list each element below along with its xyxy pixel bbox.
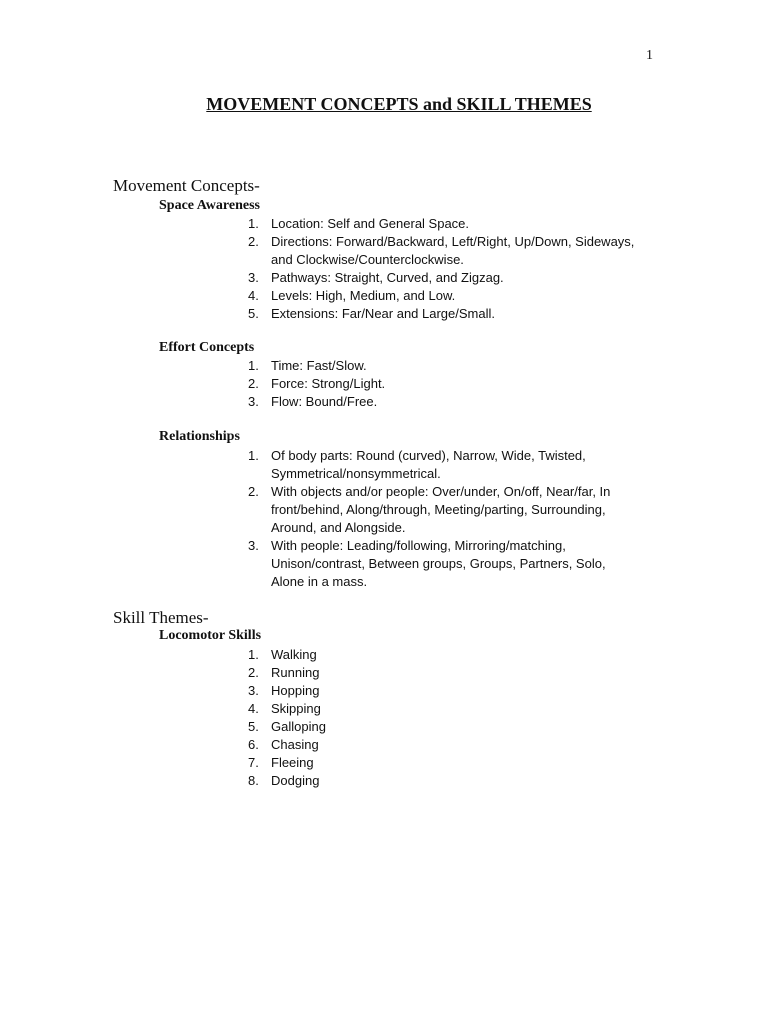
item-number: 3. bbox=[248, 683, 259, 698]
item-number: 1. bbox=[248, 448, 259, 463]
item-text: Time: Fast/Slow. bbox=[271, 358, 367, 373]
list-item bbox=[0, 357, 641, 375]
item-number: 3. bbox=[248, 270, 259, 285]
list-item bbox=[0, 682, 641, 700]
item-number: 4. bbox=[248, 701, 259, 716]
item-text: Flow: Bound/Free. bbox=[271, 394, 378, 409]
item-text: With objects and/or people: Over/under, On/off, Near/far, In front/behind, Along/through, Meeting/parting, Surrounding, Around, and Alongside. bbox=[271, 484, 611, 535]
item-number: 7. bbox=[248, 755, 259, 770]
section-heading-skill-themes: Skill Themes- bbox=[113, 608, 209, 627]
item-text: Galloping bbox=[271, 719, 326, 734]
list-item bbox=[0, 215, 641, 233]
item-number: 1. bbox=[248, 647, 259, 662]
list-item bbox=[0, 736, 641, 754]
item-text: Running bbox=[271, 665, 320, 680]
list-item bbox=[0, 754, 641, 772]
item-number: 8. bbox=[248, 773, 259, 788]
item-number: 1. bbox=[248, 216, 259, 231]
list-item bbox=[0, 537, 641, 591]
item-text: Pathways: Straight, Curved, and Zigzag. bbox=[271, 270, 504, 285]
item-text: Of body parts: Round (curved), Narrow, Wide, Twisted, Symmetrical/nonsymmetrical. bbox=[271, 448, 586, 481]
item-number: 5. bbox=[248, 719, 259, 734]
subheading-effort-concepts: Effort Concepts bbox=[159, 340, 255, 355]
page-number: 1 bbox=[646, 48, 653, 63]
item-text: Force: Strong/Light. bbox=[271, 376, 386, 391]
item-text: Dodging bbox=[271, 773, 320, 788]
item-text: Levels: High, Medium, and Low. bbox=[271, 288, 456, 303]
item-number: 3. bbox=[248, 538, 259, 553]
relationships-list bbox=[0, 447, 768, 591]
list-item bbox=[0, 646, 641, 664]
list-item bbox=[0, 375, 641, 393]
item-number: 6. bbox=[248, 737, 259, 752]
item-text: Location: Self and General Space. bbox=[271, 216, 470, 231]
list-item bbox=[0, 287, 641, 305]
list-item bbox=[0, 700, 641, 718]
item-text: Walking bbox=[271, 647, 317, 662]
list-item bbox=[0, 772, 641, 790]
item-number: 2. bbox=[248, 484, 259, 499]
item-number: 2. bbox=[248, 234, 259, 249]
item-number: 2. bbox=[248, 665, 259, 680]
item-number: 5. bbox=[248, 306, 259, 321]
item-number: 2. bbox=[248, 376, 259, 391]
subheading-locomotor-skills: Locomotor Skills bbox=[159, 628, 262, 643]
item-text: Chasing bbox=[271, 737, 319, 752]
space-awareness-list bbox=[0, 215, 768, 323]
list-item bbox=[0, 483, 641, 537]
item-text: With people: Leading/following, Mirroring/matching, Unison/contrast, Between groups, Groups, Partners, Solo, Alone in a mass. bbox=[271, 538, 606, 589]
item-text: Directions: Forward/Backward, Left/Right, Up/Down, Sideways, and Clockwise/Counterclockwise. bbox=[271, 234, 635, 267]
item-number: 1. bbox=[248, 358, 259, 373]
locomotor-skills-list bbox=[0, 646, 768, 790]
list-item bbox=[0, 447, 641, 483]
item-number: 4. bbox=[248, 288, 259, 303]
subheading-space-awareness: Space Awareness bbox=[159, 198, 260, 213]
item-text: Extensions: Far/Near and Large/Small. bbox=[271, 306, 495, 321]
item-text: Skipping bbox=[271, 701, 321, 716]
section-heading-movement-concepts: Movement Concepts- bbox=[113, 176, 260, 195]
effort-concepts-list bbox=[0, 357, 768, 411]
item-text: Fleeing bbox=[271, 755, 314, 770]
list-item bbox=[0, 393, 641, 411]
list-item bbox=[0, 305, 641, 323]
list-item bbox=[0, 233, 641, 269]
list-item bbox=[0, 664, 641, 682]
list-item bbox=[0, 269, 641, 287]
list-item bbox=[0, 718, 641, 736]
document-title: MOVEMENT CONCEPTS and SKILL THEMES bbox=[206, 94, 592, 114]
item-text: Hopping bbox=[271, 683, 320, 698]
item-number: 3. bbox=[248, 394, 259, 409]
subheading-relationships: Relationships bbox=[159, 429, 240, 444]
